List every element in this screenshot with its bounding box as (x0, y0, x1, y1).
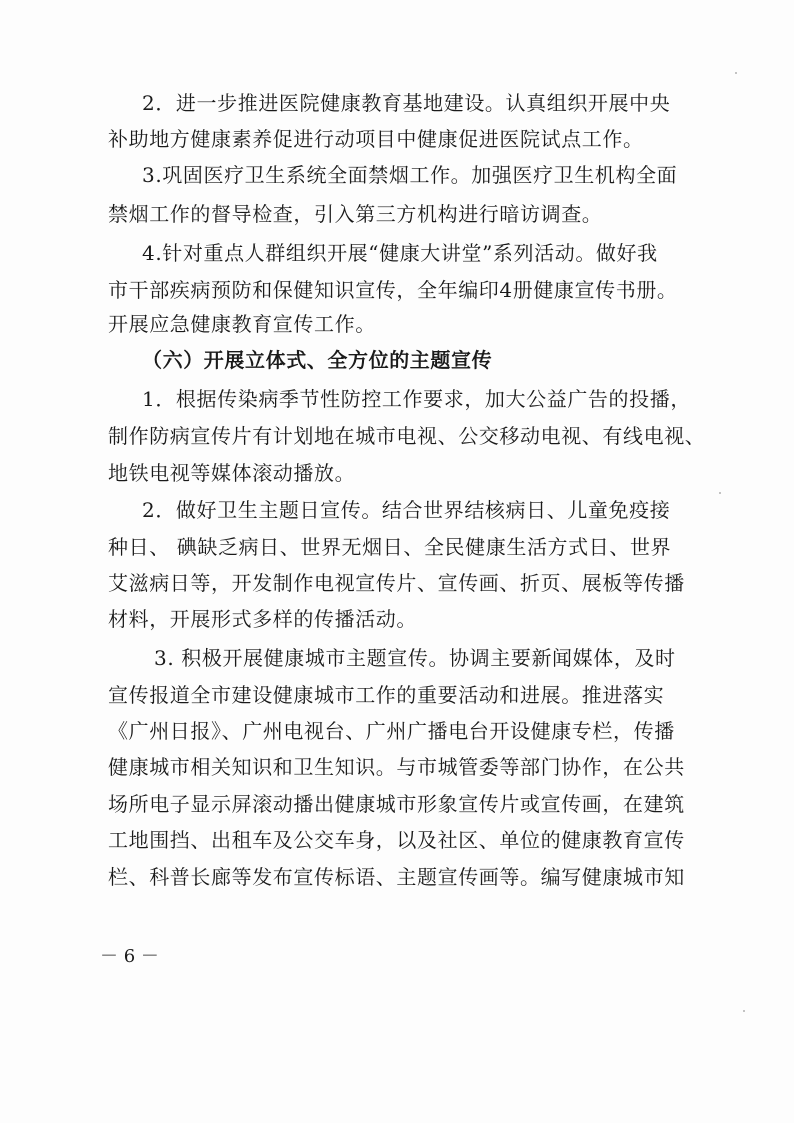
scan-speck (743, 1010, 745, 1012)
text-line-21: 工地围挡、出租车及公交车身，以及社区、单位的健康教育宣传 (108, 828, 685, 852)
text-line-22: 栏、科普长廊等发布宣传标语、主题宣传画等。编写健康城市知 (108, 865, 685, 889)
text-line-10: 制作防病宣传片有计划地在城市电视、公交移动电视、有线电视、 (108, 424, 706, 448)
text-line-20: 场所电子显示屏滚动播出健康城市形象宣传片或宣传画，在建筑 (108, 792, 685, 816)
text-line-11: 地铁电视等媒体滚动播放。 (108, 461, 356, 485)
text-line-3: 3.巩固医疗卫生系统全面禁烟工作。加强医疗卫生机构全面 (142, 163, 678, 187)
text-line-4: 禁烟工作的督导检查，引入第三方机构进行暗访调查。 (108, 202, 603, 226)
text-line-2: 补助地方健康素养促进行动项目中健康促进医院试点工作。 (108, 127, 644, 151)
text-line-7: 开展应急健康教育宣传工作。 (108, 312, 376, 336)
section-heading: （六）开展立体式、全方位的主题宣传 (142, 348, 493, 372)
page-number: － 6 － (100, 946, 159, 967)
text-line-9: 1．根据传染病季节性防控工作要求，加大公益广告的投播， (142, 387, 691, 411)
text-line-1: 2．进一步推进医院健康教育基地建设。认真组织开展中央 (142, 91, 671, 115)
text-line-12: 2．做好卫生主题日宣传。结合世界结核病日、儿童免疫接 (142, 498, 671, 522)
scan-speck (735, 72, 737, 74)
text-line-6: 市干部疾病预防和保健知识宣传，全年编印4册健康宣传书册。 (108, 278, 678, 302)
text-line-13: 种日、 碘缺乏病日、世界无烟日、全民健康生活方式日、世界 (108, 535, 672, 559)
text-line-18: 《广州日报》、广州电视台、广州广播电台开设健康专栏，传播 (108, 719, 675, 743)
text-line-19: 健康城市相关知识和卫生知识。与市城管委等部门协作，在公共 (108, 755, 685, 779)
scan-speck (719, 492, 721, 494)
text-line-16: 3. 积极开展健康城市主题宣传。协调主要新闻媒体，及时 (154, 646, 676, 670)
text-line-15: 材料，开展形式多样的传播活动。 (108, 607, 417, 631)
text-line-17: 宣传报道全市建设健康城市工作的重要活动和进展。推进落实 (108, 683, 665, 707)
text-line-5: 4.针对重点人群组织开展“健康大讲堂”系列活动。做好我 (142, 241, 658, 265)
text-line-14: 艾滋病日等，开发制作电视宣传片、宣传画、折页、展板等传播 (108, 571, 685, 595)
